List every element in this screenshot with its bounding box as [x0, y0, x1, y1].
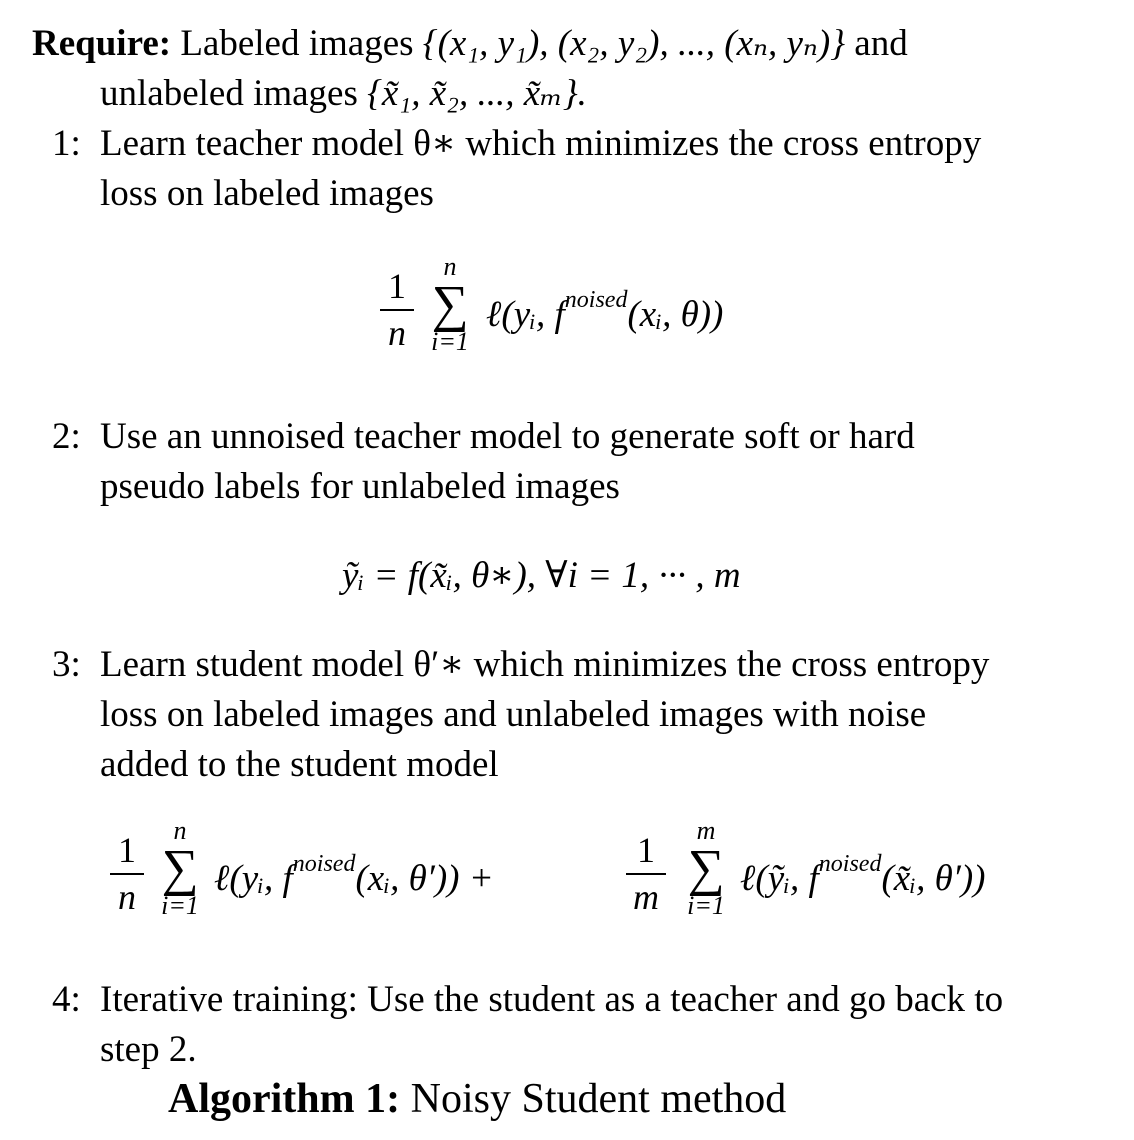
eq3-noised-superscript-1: noised	[292, 850, 356, 877]
eq3-sum1-bottom: i=1	[161, 891, 199, 921]
require-line-1	[32, 25, 908, 62]
caption-label: Algorithm 1:	[168, 1076, 401, 1122]
eq1-loss: ℓ(yᵢ, f	[486, 294, 565, 335]
eq1-sum-bottom: i=1	[431, 327, 469, 357]
require-labeled-set: {(x₁, y₁), (x₂, y₂), ..., (xₙ, yₙ)}	[422, 23, 846, 64]
eq1-frac-den: n	[388, 313, 406, 353]
eq3-tail-1: (xᵢ, θ′)) +	[355, 858, 494, 899]
eq3-sum-1	[152, 818, 208, 919]
step-3-line-1: Learn student model θ′∗ which minimizes the cross entropy	[100, 644, 990, 685]
require-label: Require:	[32, 23, 172, 64]
eq1-frac-bar	[380, 309, 414, 311]
require-line1-text: Labeled images	[180, 23, 414, 64]
eq1-sum-top: n	[443, 252, 457, 281]
sigma-symbol: ∑	[431, 276, 469, 333]
require-line1-end: and	[854, 23, 908, 64]
require-line-2	[100, 75, 587, 112]
step-4-line-1: Iterative training: Use the student as a teacher and go back to	[100, 979, 1004, 1020]
algorithm-caption	[168, 1078, 786, 1120]
eq3-sum-2	[678, 818, 734, 919]
eq3-tail-2: (x̃ᵢ, θ′))	[881, 858, 986, 899]
eq3-fraction-2	[626, 832, 666, 915]
step-3-number: 3:	[52, 644, 81, 685]
step-3-line-2: loss on labeled images and unlabeled images with noise	[100, 694, 927, 735]
require-line2-text: unlabeled images	[100, 73, 358, 114]
eq3-fraction-1	[110, 832, 144, 915]
eq1-sum	[422, 254, 478, 355]
eq3-term-2	[740, 850, 986, 899]
step-2-number: 2:	[52, 416, 81, 457]
eq1-tail: (xᵢ, θ))	[627, 294, 724, 335]
eq3-frac2-num: 1	[637, 830, 655, 870]
eq3-sum2-bottom: i=1	[687, 891, 725, 921]
eq1-noised-superscript: noised	[564, 286, 628, 313]
eq1-body	[486, 286, 724, 335]
equation-2: ỹᵢ = f(x̃ᵢ, θ∗), ∀i = 1, ··· , m	[342, 555, 741, 596]
eq3-term-1	[214, 850, 494, 899]
eq3-loss-1: ℓ(yᵢ, f	[214, 858, 293, 899]
eq3-noised-superscript-2: noised	[818, 850, 882, 877]
caption-title: Noisy Student method	[410, 1076, 787, 1122]
step-3-line-3: added to the student model	[100, 744, 499, 785]
step-4-line-2: step 2.	[100, 1029, 197, 1070]
eq3-frac1-num: 1	[118, 830, 136, 870]
step-1-line-2: loss on labeled images	[100, 173, 434, 214]
step-4-number: 4:	[52, 979, 81, 1020]
sigma-symbol: ∑	[161, 840, 199, 897]
eq3-frac1-den: n	[118, 877, 136, 917]
eq1-frac-num: 1	[388, 266, 406, 306]
step-1-line-1: Learn teacher model θ∗ which minimizes the cross entropy	[100, 123, 982, 164]
step-2-line-2: pseudo labels for unlabeled images	[100, 466, 620, 507]
eq1-fraction	[380, 268, 414, 351]
sigma-symbol: ∑	[687, 840, 725, 897]
eq3-sum1-top: n	[173, 816, 187, 845]
step-2-line-1: Use an unnoised teacher model to generate soft or hard	[100, 416, 915, 457]
eq3-frac2-den: m	[633, 877, 659, 917]
eq3-frac2-bar	[626, 873, 666, 875]
eq3-loss-2: ℓ(ỹᵢ, f	[740, 858, 819, 899]
require-unlabeled-set: {x̃₁, x̃₂, ..., x̃ₘ}.	[367, 73, 587, 114]
eq3-sum2-top: m	[696, 816, 716, 845]
eq3-frac1-bar	[110, 873, 144, 875]
step-1-number: 1:	[52, 123, 81, 164]
